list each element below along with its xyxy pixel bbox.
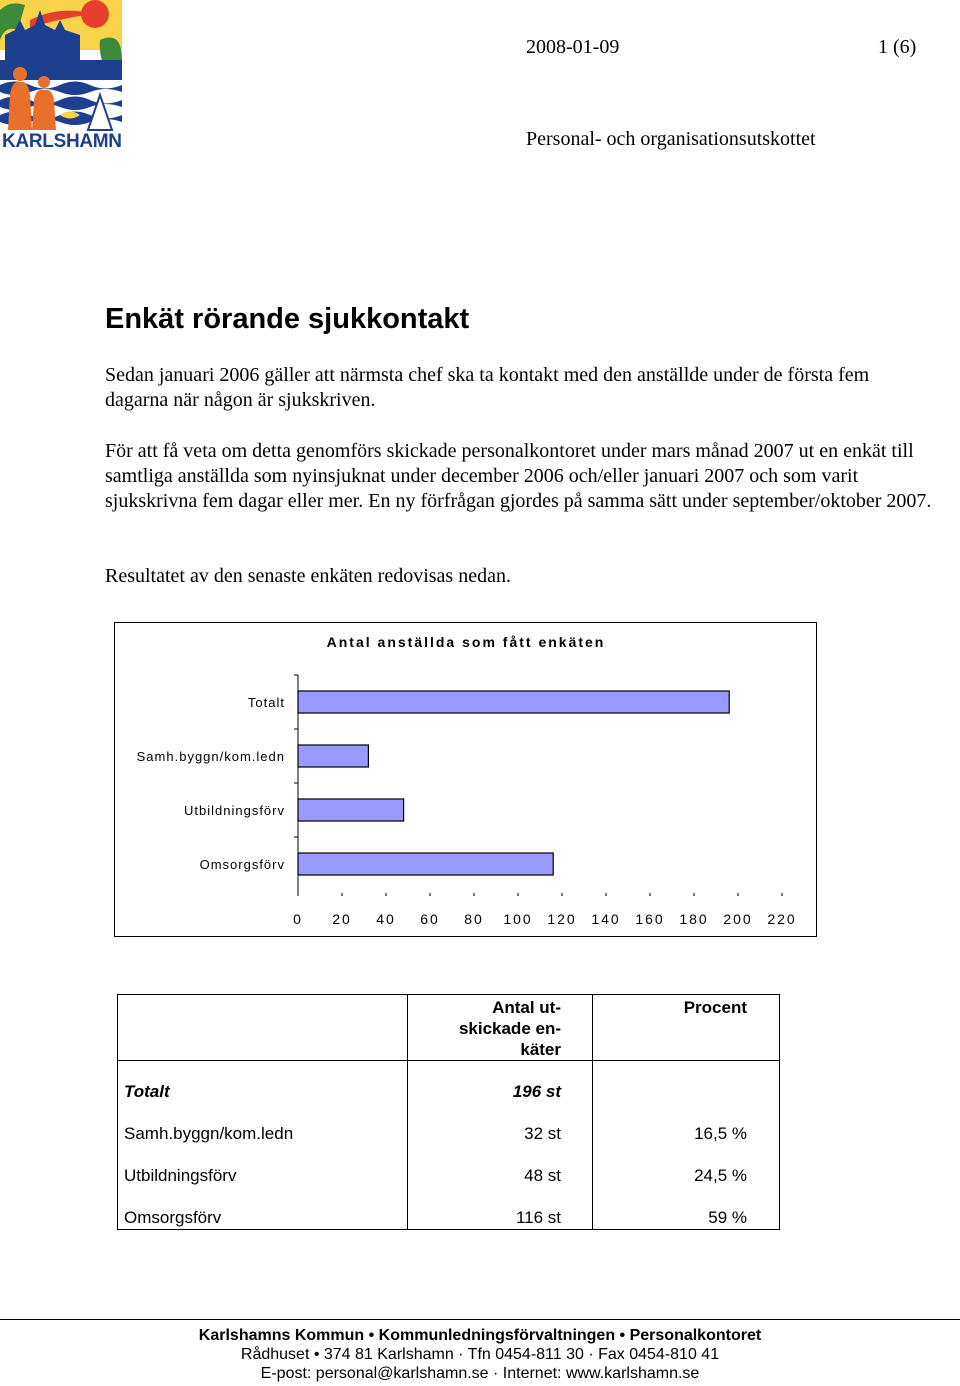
row-label: Samh.byggn/kom.ledn <box>118 1103 408 1145</box>
header-percent: Procent <box>593 995 780 1061</box>
committee-name: Personal- och organisationsutskottet <box>526 128 816 150</box>
x-tick-label: 220 <box>767 911 797 927</box>
page-title: Enkät rörande sjukkontakt <box>105 303 470 335</box>
category-label: Utbildningsförv <box>184 803 285 818</box>
row-percent: 59 % <box>593 1187 780 1230</box>
table-row <box>118 1187 780 1230</box>
x-tick-label: 80 <box>464 911 484 927</box>
x-tick-label: 200 <box>723 911 753 927</box>
x-tick-label: 0 <box>293 911 303 927</box>
header-empty <box>118 995 408 1061</box>
x-tick-label: 40 <box>376 911 396 927</box>
x-tick-label: 160 <box>635 911 665 927</box>
bar <box>298 745 368 767</box>
paragraph-intro: Sedan januari 2006 gäller att närmsta chef ska ta kontakt med den anställde under de första fem dagarna när någon är sjukskriven. <box>105 364 870 411</box>
x-tick-label: 120 <box>547 911 577 927</box>
row-label: Totalt <box>118 1061 408 1104</box>
header-count-line: skickade en- <box>458 1019 561 1038</box>
paragraph-survey: För att få veta om detta genomförs skickade personalkontoret under mars månad 2007 ut en enkät till samtliga anställda som nyinsjuknat under december 2006 och/eller januari 2007 och som varit sjukskrivna fem dagar eller mer. En ny förfrågan gjordes på samma sätt under september/oktober 2007. <box>105 440 932 512</box>
x-tick-label: 180 <box>679 911 709 927</box>
bar <box>298 691 729 713</box>
table-row <box>118 1103 780 1145</box>
row-label: Omsorgsförv <box>118 1187 408 1230</box>
row-count: 196 st <box>408 1061 593 1104</box>
karlshamn-logo <box>0 0 122 152</box>
footer-divider <box>0 1319 960 1320</box>
footer-organization: Karlshamns Kommun • Kommunledningsförvaltningen • Personalkontoret <box>198 1327 762 1344</box>
document-date: 2008-01-09 <box>526 36 620 58</box>
chart-canvas <box>115 623 818 938</box>
bar <box>298 853 553 875</box>
category-label: Totalt <box>247 695 285 710</box>
logo-wordmark: KARLSHAMN <box>2 131 122 152</box>
category-label: Samh.byggn/kom.ledn <box>136 749 285 764</box>
x-tick-label: 100 <box>503 911 533 927</box>
footer-address: Rådhuset • 374 81 Karlshamn · Tfn 0454-811 30 · Fax 0454-810 41 <box>240 1346 720 1363</box>
header-count-line: käter <box>520 1040 561 1059</box>
row-percent: 16,5 % <box>593 1103 780 1145</box>
bar-chart <box>114 622 817 937</box>
results-table <box>117 994 780 1230</box>
row-percent <box>593 1061 780 1104</box>
chart-title: Antal anställda som fått enkäten <box>326 634 606 650</box>
table-row <box>118 1145 780 1187</box>
footer-contact: E-post: personal@karlshamn.se · Internet: www.karlshamn.se <box>260 1365 700 1382</box>
page-number: 1 (6) <box>878 36 917 58</box>
table-row <box>118 1061 780 1104</box>
header-count-line: Antal ut- <box>492 998 561 1017</box>
x-tick-label: 20 <box>332 911 352 927</box>
category-label: Omsorgsförv <box>199 857 285 872</box>
x-tick-label: 60 <box>420 911 440 927</box>
table-header-row <box>118 995 780 1061</box>
x-tick-label: 140 <box>591 911 621 927</box>
bar <box>298 799 404 821</box>
row-label: Utbildningsförv <box>118 1145 408 1187</box>
row-count: 116 st <box>408 1187 593 1230</box>
row-percent: 24,5 % <box>593 1145 780 1187</box>
header-count <box>408 995 593 1061</box>
paragraph-result: Resultatet av den senaste enkäten redovisas nedan. <box>105 565 511 587</box>
row-count: 48 st <box>408 1145 593 1187</box>
row-count: 32 st <box>408 1103 593 1145</box>
